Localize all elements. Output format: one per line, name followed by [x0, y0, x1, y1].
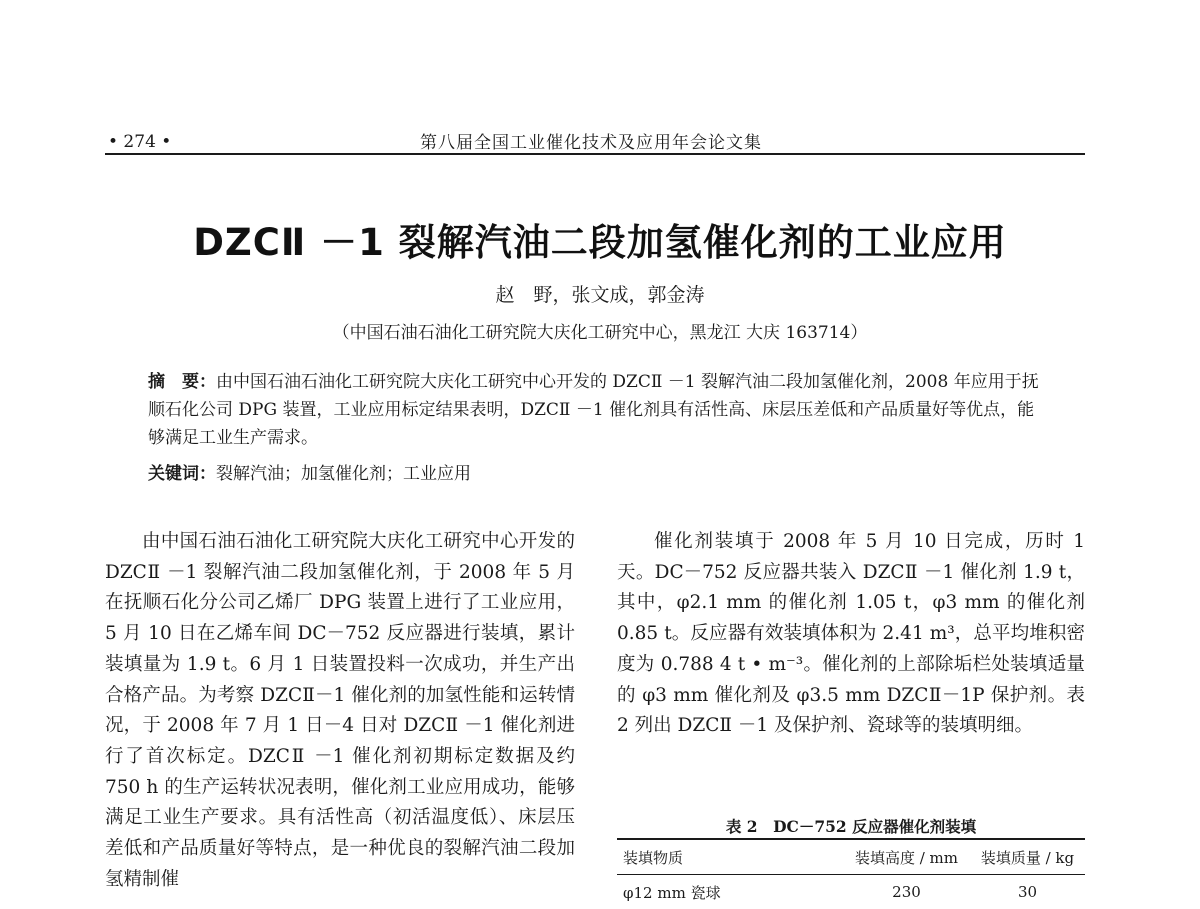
table-header-row	[617, 839, 1085, 875]
body-column-right	[617, 527, 1085, 742]
table-cell: 30	[970, 875, 1085, 909]
authors: 赵 野，张文成，郭金涛	[0, 280, 1200, 307]
affiliation: （中国石油石油化工研究院大庆化工研究中心，黑龙江 大庆 163714）	[0, 318, 1200, 343]
table-cell: 230	[843, 875, 970, 909]
table-caption: 表 2 DC－752 反应器催化剂装填	[617, 815, 1085, 837]
loading-table	[617, 838, 1085, 909]
column-header: 装填高度 / mm	[843, 839, 970, 875]
body-column-left	[105, 527, 575, 895]
body-paragraph: 由中国石油石油化工研究院大庆化工研究中心开发的 DZCⅡ －1 裂解汽油二段加氢催化剂，于 2008 年 5 月在抚顺石化分公司乙烯厂 DPG 装置上进行了工业应用，5 月 10 日在乙烯车间 DC－752 反应器进行装填，累计装填量为 1.9 t。6 月 1 日装置投料一次成功，并生产出合格产品。为考察 DZCⅡ－1 催化剂的加氢性能和运转情况，于 2008 年 7 月 1 日－4 日对 DZCⅡ －1 催化剂进行了首次标定。DZCⅡ －1 催化剂初期标定数据及约 750 h 的生产运转状况表明，催化剂工业应用成功，能够满足工业生产要求。具有活性高（初活温度低）、床层压差低和产品质量好等特点，是一种优良的裂解汽油二段加氢精制催	[105, 527, 575, 895]
abstract	[148, 368, 1048, 452]
keywords	[148, 460, 1048, 488]
keywords-text: 裂解汽油；加氢催化剂；工业应用	[216, 464, 471, 484]
column-header: 装填质量 / kg	[970, 839, 1085, 875]
column-header: 装填物质	[617, 839, 843, 875]
table-cell: φ12 mm 瓷球	[617, 875, 843, 909]
abstract-label: 摘 要：	[148, 372, 216, 392]
header-rule	[105, 153, 1085, 155]
table-row	[617, 875, 1085, 909]
abstract-text: 由中国石油石油化工研究院大庆化工研究中心开发的 DZCⅡ －1 裂解汽油二段加氢催化剂，2008 年应用于抚顺石化公司 DPG 装置，工业应用标定结果表明，DZCⅡ －1 催化剂具有活性高、床层压差低和产品质量好等优点，能够满足工业生产需求。	[148, 372, 1039, 448]
running-title: 第八届全国工业催化技术及应用年会论文集	[420, 128, 762, 153]
body-paragraph: 催化剂装填于 2008 年 5 月 10 日完成，历时 1 天。DC－752 反应器共装入 DZCⅡ －1 催化剂 1.9 t，其中，φ2.1 mm 的催化剂 1.05 t，φ3 mm 的催化剂 0.85 t。反应器有效装填体积为 2.41 m³，总平均堆积密度为 0.788 4 t • m⁻³。催化剂的上部除垢栏处装填适量的 φ3 mm 催化剂及 φ3.5 mm DZCⅡ－1P 保护剂。表 2 列出 DZCⅡ －1 及保护剂、瓷球等的装填明细。	[617, 527, 1085, 742]
page-number: • 274 •	[108, 132, 171, 152]
article-title: DZCⅡ －1 裂解汽油二段加氢催化剂的工业应用	[0, 212, 1200, 266]
keywords-label: 关键词：	[148, 464, 216, 484]
